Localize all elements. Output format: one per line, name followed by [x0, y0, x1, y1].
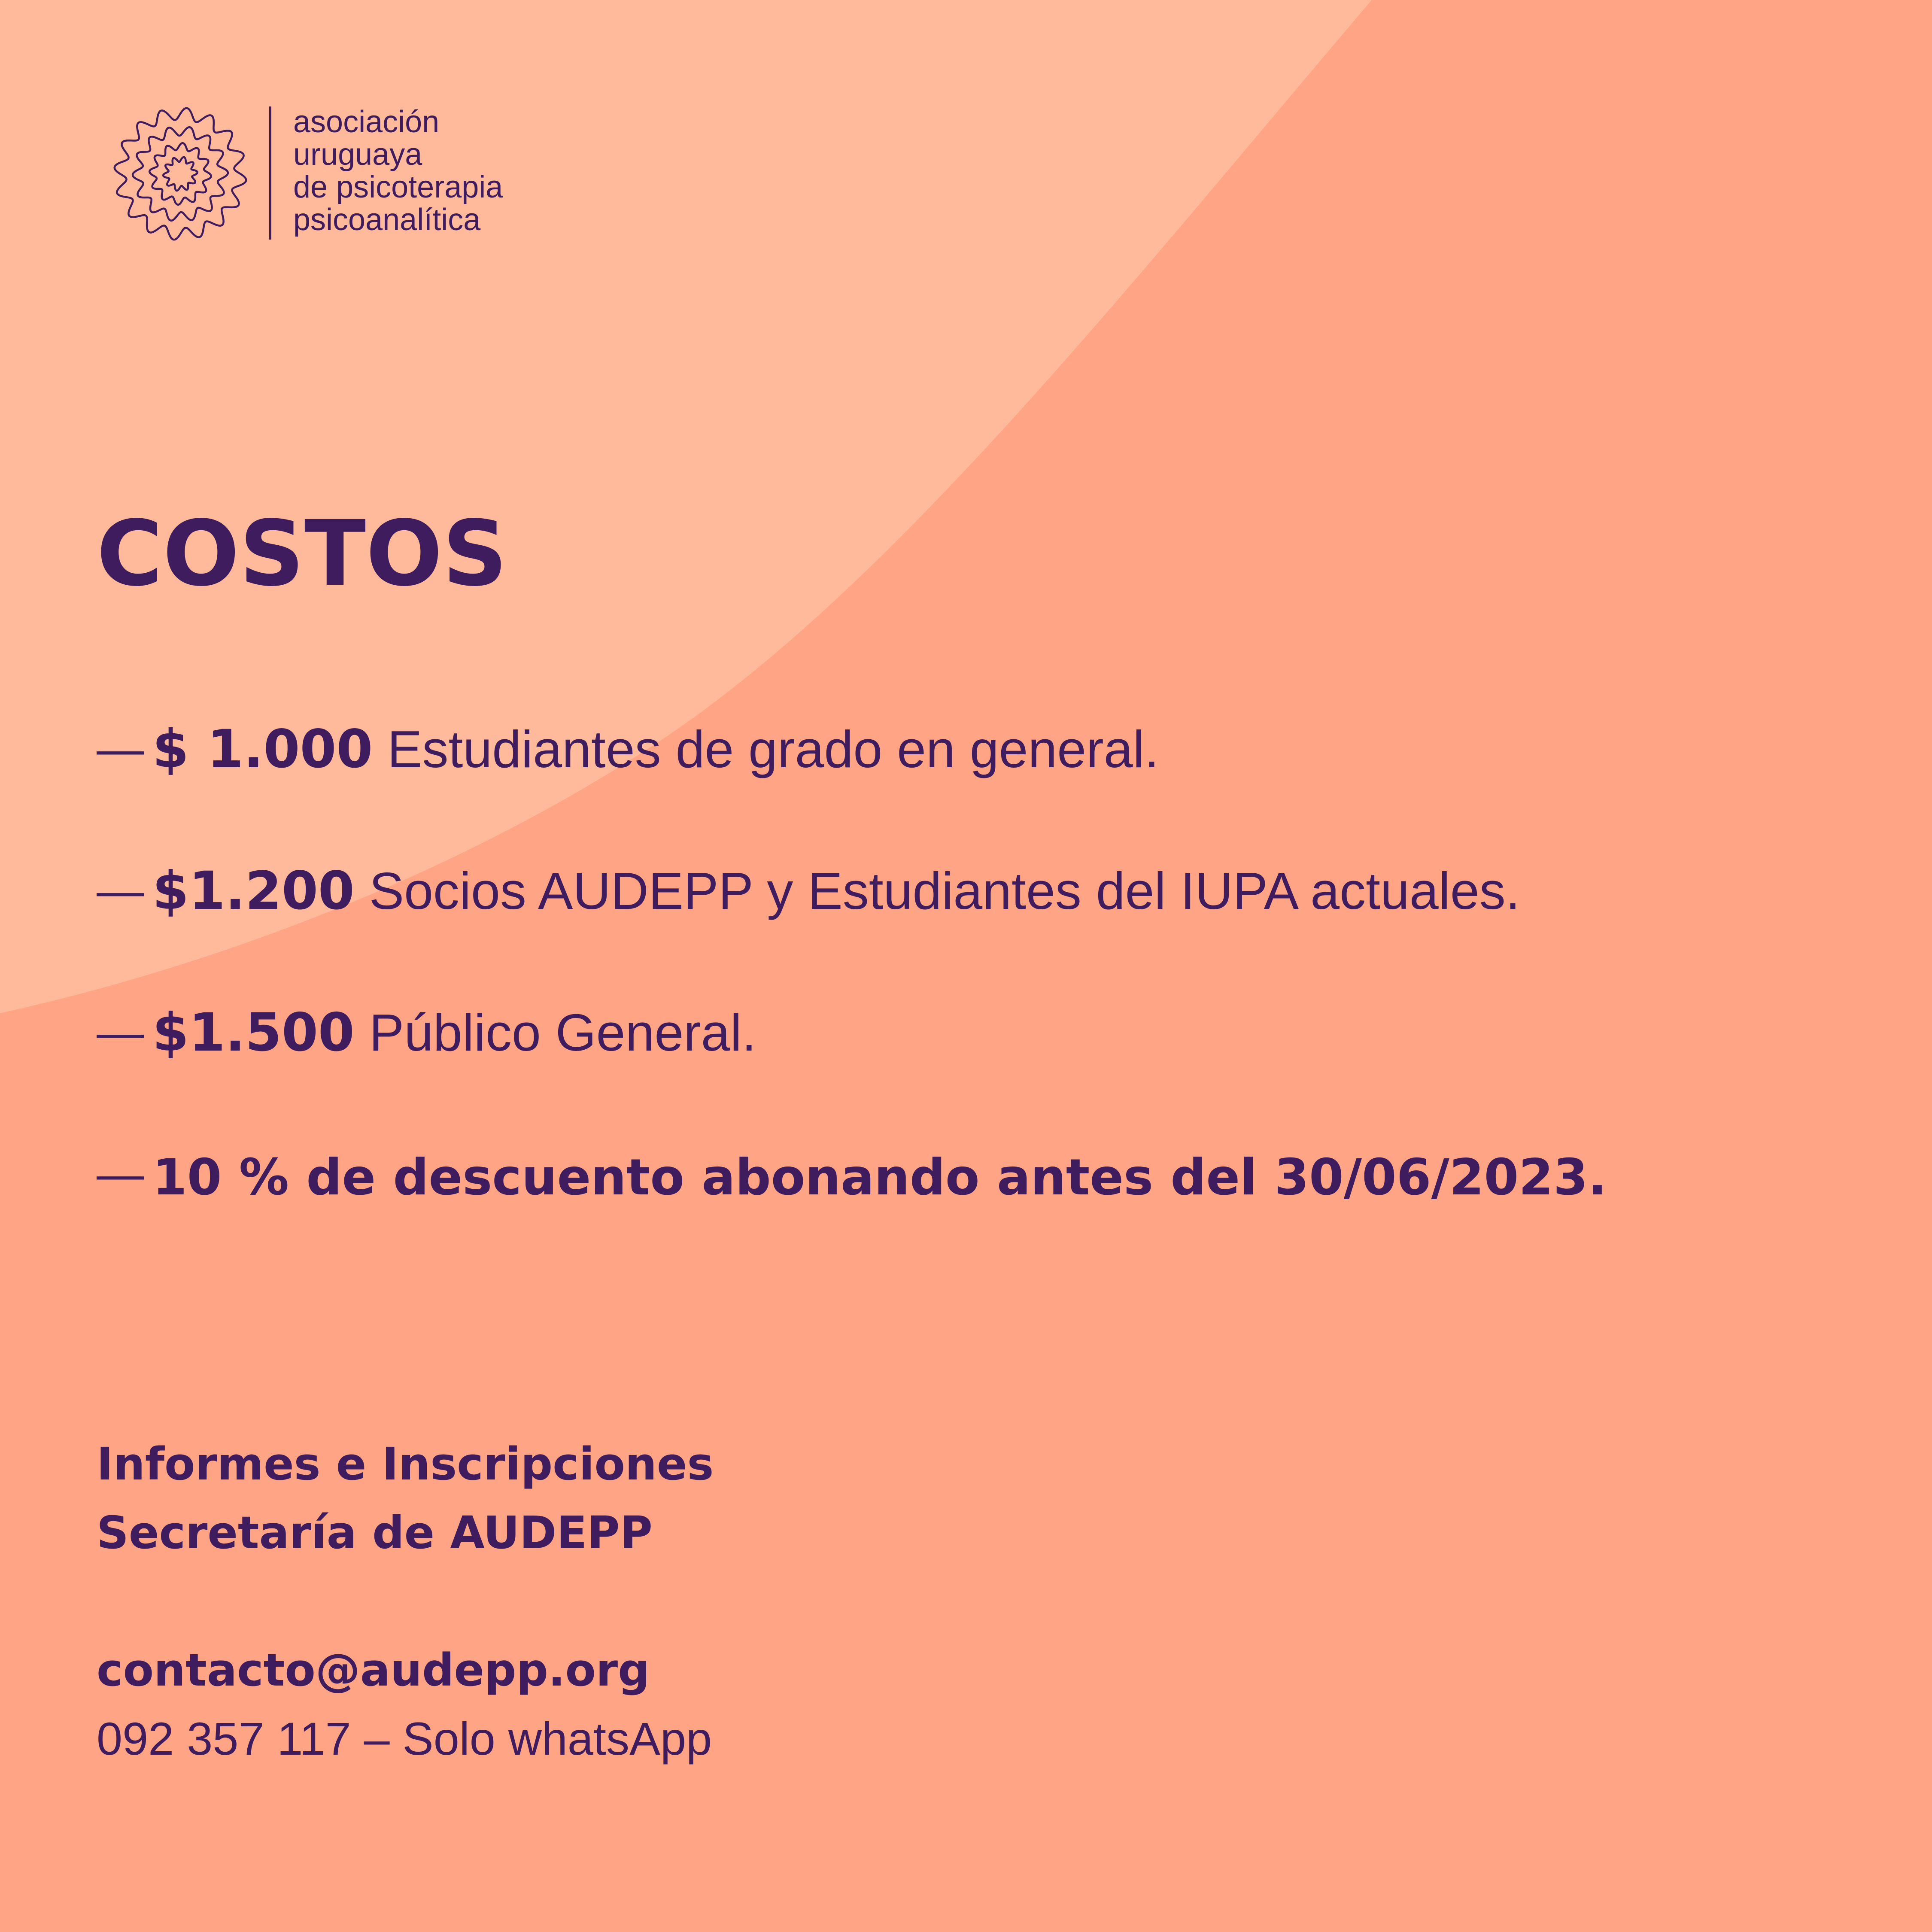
list-dash: —	[97, 723, 144, 775]
org-name-line: de psicoterapia	[293, 170, 503, 204]
contact-phone: 092 357 117 – Solo whatsApp	[97, 1713, 712, 1765]
list-dash: —	[97, 864, 144, 917]
price-description: Socios AUDEPP y Estudiantes del IUPA actuales.	[354, 862, 1520, 920]
mandala-ring	[133, 127, 228, 221]
discount-text: 10 % de descuento abonando antes del 30/06/2023.	[152, 1148, 1607, 1206]
org-name-line: uruguaya	[293, 137, 422, 172]
organization-name	[293, 106, 503, 236]
contact-heading: Informes e Inscripciones	[97, 1438, 714, 1490]
price-amount: $1.500	[152, 1002, 355, 1063]
page-title: COSTOS	[97, 501, 507, 606]
list-dash: —	[97, 1148, 144, 1200]
org-name-line: psicoanalítica	[293, 203, 481, 237]
price-item-discount	[97, 1142, 1926, 1213]
price-item-general-public	[97, 1000, 1926, 1065]
price-text	[152, 717, 1159, 781]
price-text	[152, 859, 1520, 923]
mandala-ring	[163, 157, 197, 191]
price-amount: $ 1.000	[152, 719, 373, 780]
mandala-ring	[115, 108, 246, 240]
price-item-members	[97, 859, 1926, 923]
org-name-line: asociación	[293, 105, 440, 139]
price-item-students	[97, 717, 1926, 781]
contact-subheading: Secretaría de AUDEPP	[97, 1507, 653, 1559]
logo-divider	[269, 106, 271, 240]
price-description: Estudiantes de grado en general.	[373, 720, 1159, 778]
price-amount: $1.200	[152, 860, 355, 921]
mandala-ring	[149, 143, 211, 205]
price-description: Público General.	[354, 1003, 756, 1062]
price-list	[97, 717, 1926, 1213]
price-text	[152, 1000, 756, 1065]
list-dash: —	[97, 1006, 144, 1059]
contact-section	[97, 1430, 714, 1773]
mandala-icon	[109, 103, 251, 245]
contact-email-link[interactable]: contacto@audepp.org	[97, 1644, 650, 1696]
